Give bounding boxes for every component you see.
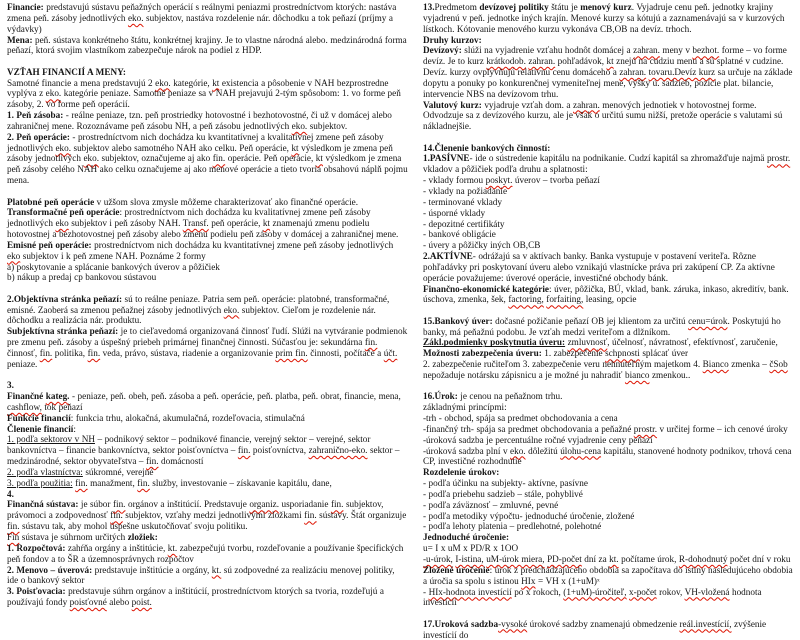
spellcheck-underline: zahran.: [528, 56, 556, 67]
spellcheck-underline: fin.: [330, 499, 344, 510]
paragraph: Členenie financií:: [7, 423, 76, 434]
spellcheck-underline: fin.: [87, 347, 101, 358]
spellcheck-underline: zahran.: [633, 45, 660, 56]
spellcheck-underline: uM-úrok miera,: [486, 554, 545, 564]
spellcheck-underline: kt: [315, 153, 323, 164]
spellcheck-underline: tovaru.Devíz kurz: [648, 67, 716, 78]
text-column-left: [0, 0, 414, 608]
spellcheck-underline: I-istina,: [455, 554, 484, 564]
spellcheck-underline: kt: [291, 142, 299, 153]
spellcheck-underline: bezhot.: [692, 45, 720, 56]
spellcheck-underline: -vysoké: [498, 618, 528, 629]
paragraph: Druhy kurzov:: [423, 34, 482, 45]
spellcheck-underline: fin.: [39, 347, 53, 358]
paragraph: Financie: predstavujú sústavu peňažných operácií s reálnymi peniazmi prostredníctvom ktorých: nastáva zmena peň. zásoby jednotlivých eko. subjektov, nastáva rozdelenie nár. dôchodku a tok peňazí (príjmy a výdavky): [7, 2, 397, 34]
spellcheck-underline: poskyt.: [485, 175, 513, 186]
paragraph: Funkcie financií: funkcia trhu, alokačná, akumulačná, rozdeľovacia, stimulačná: [7, 412, 305, 423]
paragraph: 2. Menovo – úverová: predstavuje inštitúcie a orgány, kt. sú zodpovedné za realizáciu menovej politiky, ide o bankový sektor: [7, 564, 395, 586]
spellcheck-underline: kt.: [167, 542, 178, 553]
spellcheck-underline: kt.: [211, 564, 222, 575]
spellcheck-underline: cashflow,: [7, 401, 42, 412]
paragraph: - podľa záväznosť – zmluvné, pevné: [423, 499, 559, 510]
paragraph: -u-úrok, I-istina, uM-úrok miera, PD-počet dní za kt. počítame úrok, R-dohodnutý počet dní v roku: [423, 554, 791, 564]
spellcheck-underline: čSob: [769, 359, 788, 370]
paragraph: Zložené úročenie: úrok z predchádzajúceho obdobia sa započítava do istiny nasledujúceho obdobia a úročia sa spolu s istinou HIx = VH x (1+uM)ˣ: [423, 564, 793, 586]
spellcheck-underline: kt: [262, 218, 271, 229]
spellcheck-underline: (1+uM)-úročiteľ,: [563, 586, 627, 597]
spellcheck-underline: kateg.: [45, 391, 70, 401]
paragraph: b) nákup a predaj cp bankovou sústavou: [7, 272, 157, 283]
paragraph: -úroková sadzba plní v eko. dôležitú úlohu-cena kapitálu, stanovené hodnoty podnikov, trhová cena CP, investičné rozhodnutie: [423, 445, 792, 467]
spellcheck-underline: cenu=úrok: [688, 315, 728, 326]
spellcheck-underline: úlohu-cena: [560, 445, 602, 456]
spellcheck-underline: fin.: [237, 445, 251, 456]
spellcheck-underline: x-počet: [629, 586, 657, 597]
paragraph: Platobné peň operácie v užšom slova zmysle môžeme charakterizovať ako finančné operácie.: [7, 196, 359, 207]
paragraph: 1. Peň zásoba: - reálne peniaze, tzn. peň prostriedky hotovostné i bezhotovostné, či už v domácej alebo zahraničnej mene. Rozoznávame peň zásobu NH, a peň zásobu jednotlivých eko. subjektov.: [7, 110, 392, 131]
spellcheck-underline: eko.: [291, 120, 308, 131]
paragraph: Jednoduché úročenie:: [423, 532, 510, 543]
text-column-right: [414, 0, 800, 640]
spellcheck-underline: prim fin.: [275, 347, 308, 358]
spellcheck-underline: eko: [55, 218, 69, 229]
spellcheck-underline: účt.: [383, 347, 398, 358]
paragraph-spacer: [7, 56, 408, 67]
spellcheck-underline: VH-vložená: [684, 586, 730, 597]
paragraph: - depozitné certifikáty: [423, 218, 505, 229]
paragraph: Rozdelenie úrokov:: [423, 467, 500, 478]
paragraph: Finančno-ekonomické kategórie: úver, pôžička, BÚ, vklad, bank. záruka, inkaso, akreditív, bank. úschova, zmenka, šek, factoring, forfaiting, leasing, opcie: [423, 283, 789, 305]
spellcheck-underline: prostr.: [766, 153, 791, 164]
paragraph-spacer: [7, 283, 408, 294]
spellcheck-underline: fin.: [137, 477, 150, 488]
paragraph: Devízový: slúži na vyjadrenie vzťahu hodnôt domácej a zahran. meny v bezhot. forme – vo forme devíz. Je to kurz krátkodob. zahran. pohľadávok, kt znejú na cudziu menu a sú splatné v cudzine. Devíz. kurzy ovplyvňujú relatívnu cenu domáceho a zahran. tovaru.Devíz kurz sa určuje na základe dopytu a ponuky po konkurenčnej vymeniteľnej mene, výšky ú. sadzieb, pozície plat. bilancie, intervencie NBS na devízovom trhu.: [423, 45, 793, 99]
spellcheck-underline: -u-úrok,: [423, 554, 453, 564]
paragraph: 3. Poisťovacia: predstavuje súhrn orgánov a inštitúcií, prostredníctvom ktorých sa tvoria, rozdeľujú a používajú fondy poisťovné alebo poist.: [7, 586, 384, 608]
paragraph: - vklady na požiadanie: [423, 186, 508, 196]
spellcheck-underline: bianco: [624, 370, 650, 380]
paragraph: 2.AKTÍVNE- odrážajú sa v aktívach banky. Banka vystupuje v postavení veriteľa. Rôzne pohľadávky pri poskytovaní úveru alebo vznikajú vlastnícke práva pri zakúpení CP. Za aktívne operácie považujeme: úverové operácie, investičné obchody bánk.: [423, 251, 775, 283]
paragraph: Valutový kurz: vyjadruje vzťah dom. a zahran. menových jednotiek v hotovostnej forme. Odvodzuje sa z devízového kurzu, ale je však o určitú sumu nižší, pretože operácie s valutami sú nákladnejšie.: [423, 99, 783, 132]
paragraph: - podľa účinku na subjekty- aktívne, pasívne: [423, 478, 588, 489]
paragraph: Zákl.podmienky poskytnutia úveru: zmluvnosť, účelnosť, návratnosť, efektívnosť, zaručenie,: [423, 337, 778, 348]
spellcheck-underline: fin.: [110, 510, 123, 521]
spellcheck-underline: organiz.: [249, 499, 279, 510]
spellcheck-underline: fin.: [146, 456, 159, 467]
paragraph-spacer: [423, 381, 796, 392]
spellcheck-underline: zahran.: [619, 67, 647, 78]
paragraph: 1. podľa sektorov v NH – podnikový sektor – podnikové financie, verejný sektor – verejné, sektor bankovníctva – financie bankovníctva, sektor poisťovníctva – fin. poisťovníctva, zahranično-eko. sektor – medzinárodné, sektor obyvateľstva – fin. domácností: [7, 434, 400, 467]
paragraph: Subjektívna stránka peňazí: je to cieľavedomá organizovaná činnosť ľudí. Slúži na vytváranie podmienok pre zmenu peň. zásoby a úspešný priebeh primárnej finančnej činnosti. Súčasťou je: sekundárna fin. činnosť, fin. politika, fin. veda, právo, sústava, riadenie a organizovanie prim fin. činnosti, počítače a účt. peniaze.: [7, 326, 408, 369]
paragraph: - úsporné vklady: [423, 207, 486, 218]
spellcheck-underline: fin.: [364, 337, 378, 348]
paragraph: VZŤAH FINANCIÍ A MENY:: [7, 66, 126, 77]
spellcheck-underline: fin.: [75, 477, 88, 488]
spellcheck-underline: kt.: [609, 554, 619, 564]
spellcheck-underline: HIx: [521, 575, 536, 586]
paragraph: - terminované vklady: [423, 196, 502, 207]
paragraph: 2. zabezpečenie ručiteľom 3. zabezpečenie veru nehnuteľným majetkom 4. Bianco zmenka – čSob nepožaduje notársku zápisnicu a je možné ju nahradiť bianco zmenkou..: [423, 359, 788, 380]
spellcheck-underline: eko.: [55, 142, 71, 153]
spellcheck-underline: HIx-hodnota investícií: [428, 586, 512, 597]
paragraph: Finančné kateg. - peniaze, peň. obeh, peň. zásoba a peň. operácie, peň. platba, peň. obrat, financie, mena, cashflow, tok peňazí: [7, 391, 401, 412]
paragraph: Samotné financie a mena predstavujú 2 eko. kategórie, kt existencia a pôsobenie v NAH bezprostredne vyplýva z eko. kategórie peniaze. Samotné peniaze sa v NAH prejavujú 2-tým spôsobom: 1. vo forme peň zásoby, 2. vo forme peň operácií.: [7, 77, 401, 110]
paragraph: 1. Rozpočtová: zahŕňa orgány a inštitúcie, kt. zabezpečujú tvorbu, rozdeľovanie a používanie špecifických peň fondov a to ŠR a územnosprávnych rozpočtov: [7, 542, 404, 564]
paragraph: Emisné peň operácie: prostredníctvom nich dochádza ku kvantitatívnej zmene peň zásoby jednotlivých eko subjektov i k peň zmene NAH. Poznáme 2 formy: [7, 239, 394, 261]
paragraph-spacer: [7, 370, 408, 381]
paragraph: Finančná sústava: je súbor fin. orgánov a inštitúcií. Predstavuje organiz. usporiadanie fin. subjektov, právomoci a zodpovednosť fin. subjektov, vzťahy medzi jednotlivými zložkami fin. sústavy. Štát organizuje fin. sústavu tak, aby mohol úspešne uskutočňovať svoju politiku.: [7, 499, 407, 532]
paragraph: 15.Bankový úver: dočasné požičanie peňazí OB jej klientom za určitú cenu=úrok. Poskytujú ho banky, má peňažnú podobu. Je vzťah medzi veriteľom a dlžníkom.: [423, 315, 781, 337]
spellcheck-underline: eko: [7, 250, 21, 261]
spellcheck-underline: eko.: [45, 88, 62, 99]
spellcheck-underline: fin.: [7, 521, 20, 532]
paragraph: 16.Úrok: je cenou na peňažnom trhu.: [423, 391, 563, 402]
paragraph: Fin sústava je súhrnom určitých zložiek:: [7, 531, 158, 542]
paragraph: - úvery a pôžičky iných OB,CB: [423, 240, 541, 251]
spellcheck-underline: zmluvnosť: [567, 337, 608, 348]
paragraph: Mena: peň. sústava konkrétneho štátu, konkrétnej krajiny. Je to vlastne národná alebo. medzinárodná forma peňazí, ktorá svojim vlastníkom zabezpečuje nárok na podiel z HDP.: [7, 34, 407, 56]
paragraph: u= I x uM x PD/R x 1OO: [423, 543, 519, 554]
spellcheck-underline: Transf.: [182, 218, 209, 229]
paragraph: 4.: [7, 488, 14, 499]
paragraph-spacer: [423, 132, 796, 143]
paragraph: 14.Členenie bankových činností:: [423, 142, 551, 153]
spellcheck-underline: Bianco: [702, 359, 729, 370]
paragraph-spacer: [423, 608, 796, 619]
paragraph: - bankové obligácie: [423, 229, 496, 240]
paragraph: - podľa priebehu sadzieb – stále, pohyblivé: [423, 488, 583, 499]
spellcheck-underline: reál.investícií,: [679, 618, 732, 629]
spellcheck-underline: eko.: [127, 12, 144, 23]
spellcheck-underline: eko.: [155, 77, 171, 88]
paragraph: - HIx-hodnota investícií po x rokoch, (1+uM)-úročiteľ, x-počet rokov, VH-vložená hodnota investícií: [423, 586, 762, 608]
paragraph: - podľa lehoty platenia – predlehotné, polehotné: [423, 521, 602, 532]
spellcheck-underline: prostr.: [633, 423, 658, 434]
paragraph: 1.PASÍVNE- ide o sústredenie kapitálu na podnikanie. Cudzí kapitál sa zhromažďuje najmä prostr. vkladov a pôžičiek podľa druhu a splatnosti:: [423, 153, 791, 175]
spellcheck-underline: eko.: [510, 445, 526, 456]
spellcheck-underline: kt: [606, 56, 614, 67]
paragraph: -úroková sadzba je percentuálne ročné vyjadrenie ceny peňazí: [423, 434, 653, 445]
paragraph: 2.Objektívna stránka peňazí: sú to reálne peniaze. Patria sem peň. operácie: platobné, transformačné, emisné. Zaoberá sa zmenou peňažnej zásoby jednotlivých eko. subjektov. Cieľom je rozdelenie nár. dôchodku a realizácia nár. produktu.: [7, 293, 390, 326]
spellcheck-underline: kt: [212, 77, 220, 88]
spellcheck-underline: fin.: [112, 499, 126, 510]
spellcheck-underline: factoring,: [508, 294, 544, 305]
spellcheck-underline: eko.: [83, 153, 99, 164]
spellcheck-underline: Fin: [7, 531, 20, 542]
paragraph: - podľa metodiky výpočtu- jednoduché úročenie, zložené: [423, 510, 635, 521]
spellcheck-underline: R-dohodnutý: [678, 554, 728, 564]
paragraph: Možnosti zabezpečenia úveru: 1. zabezpečenie schpnosti splácať úver: [423, 348, 689, 359]
paragraph: 3. podľa použitia: fin. manažment, fin. služby, investovanie – získavanie kapitálu, dane,: [7, 477, 332, 488]
paragraph: základnými princípmi:: [423, 402, 507, 413]
paragraph: 17.Uroková sadzba-vysoké úrokové sadzby znamenajú obmedzenie reál.investícií, zvýšenie investícií do: [423, 618, 767, 640]
spellcheck-underline: poist.: [131, 597, 152, 608]
paragraph-spacer: [7, 186, 408, 197]
paragraph: 2. podľa vlastníctva: súkromné, verejné: [7, 466, 154, 477]
paragraph: a) poskytovanie a splácanie bankových úverov a pôžičiek: [7, 261, 220, 272]
spellcheck-underline: PD-počet: [547, 554, 582, 564]
paragraph: Transformačné peň operácie: prostredníctvom nich dochádza ku kvalitatívnej zmene peň zásoby jednotlivých eko subjektov i peň zásoby NAH. Transf. peň operácie, kt znamenajú zmenu podielu hotovostnej a bezhotovostnej peň zásoby alebo zmenu podielu peň zásoby v domácej a zahraničnej mene.: [7, 207, 399, 240]
spellcheck-underline: schpnosti: [605, 348, 640, 359]
spellcheck-underline: zahran.: [573, 99, 600, 110]
spellcheck-underline: zahranično-eko.: [308, 445, 368, 456]
paragraph: 2. Peň operácie: - prostredníctvom nich dochádza ku kvantitatívnej a kvalitatívnej zmene peň zásoby jednotlivých eko. subjektov alebo samotného NAH ako celku. Peň operácie, kt výsledkom je zmena peň zásoby jednotlivých eko. subjektov, označujeme aj ako fin. operácie. Peň operácie, kt výsledkom je zmena peň zásoby celého NAH ako celku označujeme aj ako menové operácie a tieto tvoria obsahovú náplň pojmu mena.: [7, 131, 408, 186]
spellcheck-underline: poisťovné: [69, 597, 107, 608]
spellcheck-underline: krátkodob.: [486, 56, 526, 67]
paragraph: 13.Predmetom devízovej politiky štátu je menový kurz. Vyjadruje cenu peň. jednotky krajiny vyjadrenú v peň. jednotke iných krajín. Menové kurzy sa kótujú a zaznamenávajú sa v kurzových lístkoch. Kótovanie menového kurzu vykonáva CB,OB na devíz. trhoch.: [423, 2, 785, 34]
paragraph: - vklady formou poskyt. úverov – tvorba peňazí: [423, 175, 600, 186]
paragraph: -finančný trh- spája sa predmet obchodovania a peňažné prostr. v určitej forme – ich cenové úroky: [423, 423, 788, 434]
spellcheck-underline: eko.: [223, 304, 240, 315]
spellcheck-underline: fin.: [212, 153, 226, 164]
spellcheck-underline: forfaiting,: [546, 294, 584, 305]
spellcheck-underline: fin.: [304, 510, 317, 521]
paragraph-spacer: [423, 305, 796, 316]
paragraph: 3.: [7, 380, 14, 391]
paragraph: -trh - obchod, spája sa predmet obchodovania a cena: [423, 413, 618, 424]
